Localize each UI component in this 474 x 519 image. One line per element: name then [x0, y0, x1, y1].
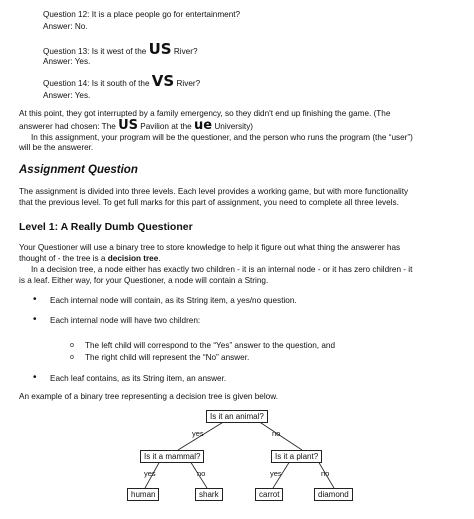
question-13: Question 13: Is it west of the US River?: [43, 40, 198, 58]
para-line: The assignment is divided into three levels. Each level provides a working game, but with more functionality: [19, 187, 409, 196]
sub-bullet-icon: o: [70, 354, 74, 361]
sub-bullet-icon: o: [70, 342, 74, 349]
bullet-icon: •: [33, 314, 37, 325]
edge-label-no: no: [197, 469, 206, 478]
question-14: Question 14: Is it south of the VS River?: [43, 72, 201, 90]
answer-12: Answer: No.: [43, 22, 88, 31]
bullet-icon: •: [33, 372, 37, 383]
handwritten-river-name: VS: [151, 72, 175, 90]
edge-label-yes: yes: [270, 469, 282, 478]
sub-bullet-item: The left child will correspond to the “Yes” answer to the question, and: [85, 341, 336, 350]
sub-bullet-item: The right child will represent the “No” answer.: [85, 353, 250, 362]
tree-leaf: diamond: [314, 488, 353, 501]
para-line: In this assignment, your program will be the questioner, and the person who runs the program (the “user”): [31, 133, 413, 142]
para-line: An example of a binary tree representing a decision tree is given below.: [19, 392, 278, 401]
para-line: Your Questioner will use a binary tree to store knowledge to help it figure out what thing the answerer has: [19, 243, 401, 252]
para-line: In a decision tree, a node either has exactly two children - it is an internal node - or it has zero children - it: [31, 265, 413, 274]
handwritten-university-name: ue: [194, 118, 213, 133]
bullet-icon: •: [33, 294, 37, 305]
handwritten-pavilion-name: US: [118, 118, 138, 133]
edge-label-yes: yes: [144, 469, 156, 478]
tree-leaf: shark: [195, 488, 223, 501]
para-line: that the previous level. To get full marks for this part of assignment, you need to complete all three levels.: [19, 198, 399, 207]
tree-node-left: Is it a mammal?: [140, 450, 204, 463]
para-line: answerer had chosen: The US Pavilion at the ue University): [19, 118, 254, 133]
edge-label-no: no: [272, 429, 281, 438]
tree-leaf: carrot: [255, 488, 283, 501]
para-line: is a leaf. Either way, for your Questioner, a node will contain a String.: [19, 276, 269, 285]
answer-14: Answer: Yes.: [43, 91, 91, 100]
para-line: thought of - the tree is a decision tree.: [19, 254, 161, 263]
section-heading: Level 1: A Really Dumb Questioner: [19, 221, 193, 233]
tree-node-root: Is it an animal?: [206, 410, 268, 423]
tree-node-right: Is it a plant?: [271, 450, 322, 463]
para-line: At this point, they got interrupted by a family emergency, so they didn't end up finishing the game. (The: [19, 109, 391, 118]
section-heading: Assignment Question: [19, 164, 138, 176]
bullet-item: Each internal node will contain, as its String item, a yes/no question.: [50, 296, 297, 305]
tree-leaf: human: [127, 488, 159, 501]
question-12: Question 12: It is a place people go for entertainment?: [43, 10, 241, 19]
edge-label-yes: yes: [192, 429, 204, 438]
bullet-item: Each leaf contains, as its String item, an answer.: [50, 374, 227, 383]
bullet-item: Each internal node will have two children:: [50, 316, 201, 325]
para-line: will be the answerer.: [19, 143, 94, 152]
answer-13: Answer: Yes.: [43, 57, 91, 66]
edge-label-no: no: [321, 469, 330, 478]
handwritten-river-name: US: [148, 40, 172, 58]
